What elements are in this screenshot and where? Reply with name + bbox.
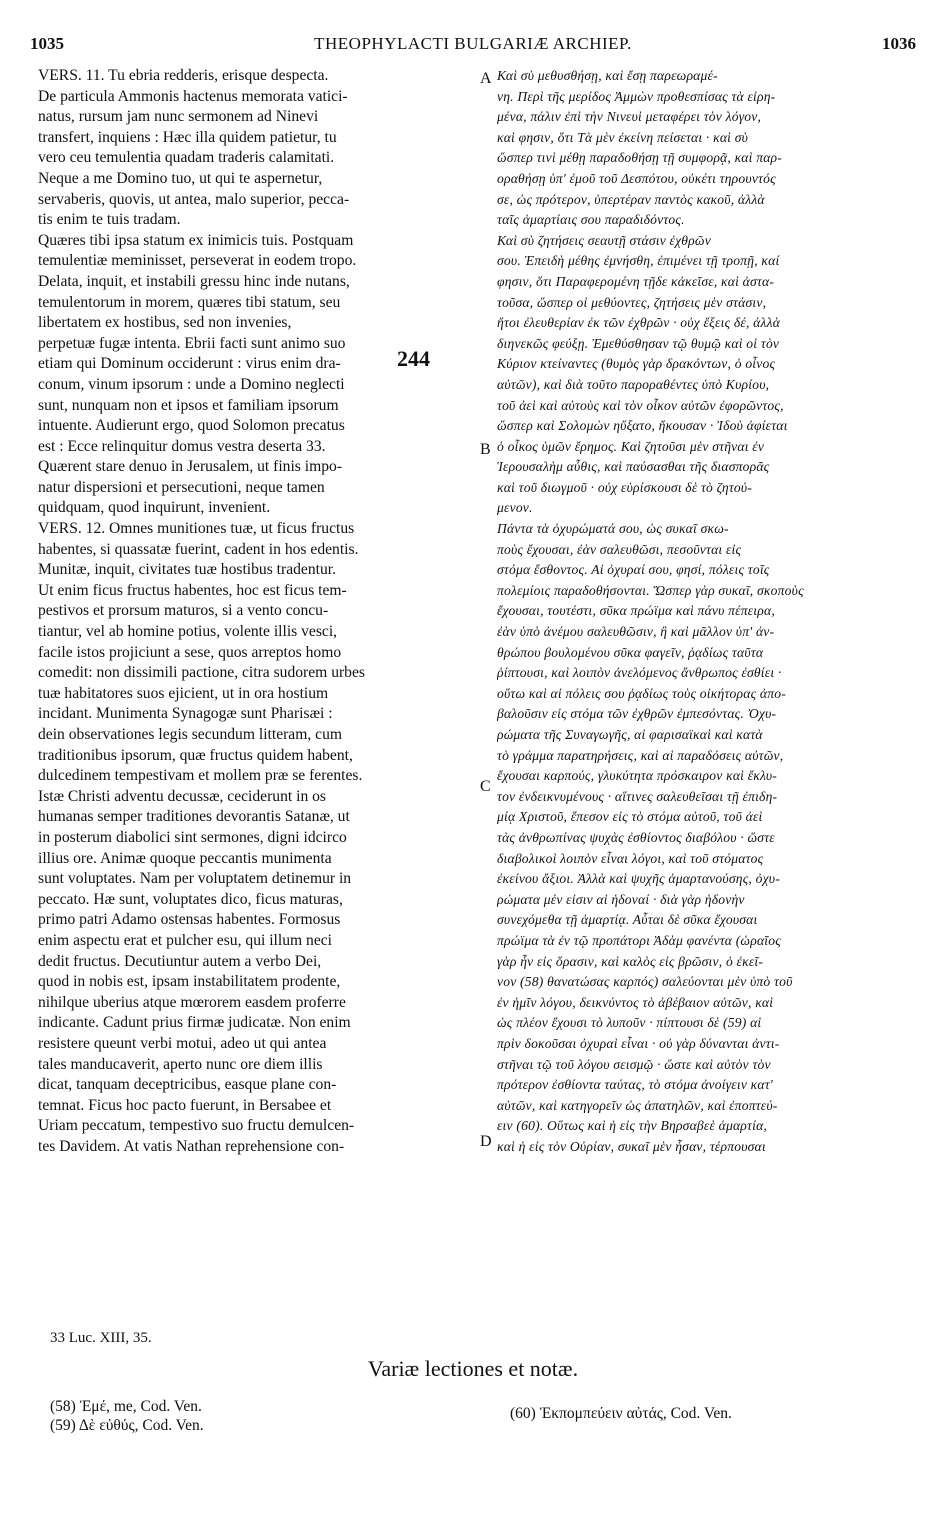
greek-text-line: μενον. [497,500,533,516]
greek-text-line: τοῦσα, ὥσπερ οἱ μεθύοντες, ζητήσεις μὲν στάσιν, [497,294,767,310]
greek-text-line: Καὶ σὺ μεθυσθήσῃ, καὶ ἔσῃ παρεωραμέ- [497,68,718,83]
latin-text-line: conum, vinum ipsorum : unde a Domino neglecti [38,375,345,393]
latin-text-line: facile istos projiciunt a sese, quos arreptos homo [38,643,342,661]
greek-text-line: ειν (60). Οὕτως καὶ ἡ εἰς τὴν Βηρσαβεὲ ἁμαρτία, [497,1118,767,1134]
margin-marker-b: B [480,441,491,458]
latin-text-line: nihilque uberius atque mœrorem easdem proferre [38,993,346,1011]
greek-text-line: Ἱερουσαλὴμ αὖθις, καὶ παύσασθαι τῆς διασπορᾶς [497,459,770,475]
greek-text-line: ὥσπερ καὶ Σολομὼν ηὔξατο, ἤκουσαν · Ἰδοὺ ἀφίεται [497,418,788,434]
greek-text-line: νη. Περὶ τῆς μερίδος Ἀμμὼν προθεσπίσας τὰ εἰρη- [497,88,776,104]
greek-text-line: αὐτῶν), καὶ διὰ τοῦτο παροραθέντες ὑπὸ Κυρίου, [497,376,770,392]
column-number: 244 [397,346,430,371]
latin-text-line: natus, rursum jam nunc sermonem ad Ninevi [38,108,319,126]
latin-text-line: quidquam, quod inquirunt, invenient. [38,499,271,517]
footnote: 33 Luc. XIII, 35. [50,1330,152,1346]
greek-text-line: ἐκείνου ἄξιοι. Ἀλλὰ καὶ ψυχῆς ἁμαρτανούσης, ὀχυ- [497,871,780,887]
latin-text-line: illius ore. Animæ quoque peccantis munimenta [38,849,332,867]
greek-text-line: βαλοῦσιν εἰς στόμα τῶν ἐχθρῶν ἐμπεσόντας. Ὀχυ- [497,706,777,722]
variant-58: (58) Ἐμέ, me, Cod. Ven. [50,1398,202,1415]
latin-text-line: transfert, inquiens : Hæc illa quidem patietur, tu [38,128,337,146]
latin-text-line: enim aspectu erat et pulcher esu, qui illum neci [38,931,333,949]
latin-text-line: Munitæ, inquit, civitates tuæ hostibus tradentur. [38,561,337,579]
latin-text-line: dulcedinem tempestivam et mollem præ se ferentes. [38,767,363,785]
latin-text-line: Uriam peccatum, tempestivo suo fructu demulcen- [38,1117,355,1135]
greek-text-line: αὐτῶν, καὶ κατηγορεῖν ὡς ἀπατηλῶν, καὶ ἐποπτεύ- [497,1097,778,1113]
latin-text-line: incidant. Munimenta Synagogæ sunt Pharisæi : [38,705,333,723]
latin-text-line: servaberis, quovis, ut antea, malo superior, pecca- [38,190,350,208]
latin-text-line: peccato. Hæ sunt, voluptates dico, ficus maturas, [38,890,343,908]
greek-text-line: ὥσπερ τινὶ μέθῃ παραδοθήσῃ τῇ συμφορᾷ, καὶ παρ- [497,150,783,166]
latin-text-line: VERS. 11. Tu ebria redderis, erisque despecta. [38,67,329,84]
latin-text-line: tales manducaverit, aperto nunc ore diem illis [38,1055,323,1073]
latin-text-line: tes Davidem. At vatis Nathan reprehensione con- [38,1137,345,1155]
greek-text-line: Κύριον κτείναντες (θυμὸς γὰρ δρακόντων, ὁ οἶνος [497,356,776,372]
latin-text-line: temulentiæ meminisset, perseverat in eodem tropo. [38,252,357,270]
greek-text-line: ἤτοι ἐλευθερίαν ἐκ τῶν ἐχθρῶν · οὐχ ἕξεις δέ, ἀλλὰ [497,315,781,331]
latin-text-line: intuente. Audierunt ergo, quod Solomon precatus [38,417,345,435]
greek-text-line: ὁ οἶκος ὑμῶν ἔρημος. Καὶ ζητοῦσι μὲν στῆναι ἐν [497,438,765,454]
page-number-left: 1035 [30,34,64,53]
latin-text-line: tis enim te tuis tradam. [38,211,181,229]
latin-text-line: sunt voluptates. Nam per voluptatem detinemur in [38,870,352,888]
latin-text-line: dicat, tanquam deceptricibus, easque plane con- [38,1076,337,1094]
greek-text-line: πρώϊμα τὰ ἐν τῷ προπάτορι Ἀδὰμ φανέντα (ὡραῖος [497,932,781,948]
latin-column [38,66,475,1157]
latin-text-line: indicante. Cadunt prius firmæ judicatæ. Non enim [38,1014,351,1032]
greek-text-line: καὶ ἡ εἰς τὸν Οὐρίαν, συκαῖ μὲν ἦσαν, τέρπουσαι [497,1138,766,1154]
latin-text-line: vero ceu temulentia quadam traderis calamitati. [38,149,335,167]
variant-60: (60) Ἐκπομπεύειν αὐτάς, Cod. Ven. [510,1405,732,1422]
greek-text-line: ποὺς ἔχουσαι, ἐὰν σαλευθῶσι, πεσοῦνται εἰς [497,541,742,557]
greek-text-line: σε, ὡς πρότερον, ὑπερτέραν παντὸς κακοῦ, ἀλλὰ [497,191,765,207]
greek-column [497,66,917,1157]
latin-text-line: VERS. 12. Omnes munitiones tuæ, ut ficus fructus [38,520,355,538]
greek-text-line: καὶ τοῦ διωγμοῦ · οὐχ εὑρίσκουσι δὲ τὸ ζητού- [497,479,753,495]
greek-text-line: πρότερον ἐσθίοντα ταύτας, τὸ στόμα ἀνοίγειν κατ' [497,1077,773,1093]
variae-title: Variæ lectiones et notæ. [367,1356,579,1381]
greek-text-line: τοῦ ἀεὶ καὶ αὐτοὺς καὶ τὸν οἶκον αὐτῶν ἐφορῶντος, [497,397,784,413]
latin-text-line: Istæ Christi adventu decussæ, ceciderunt in os [38,787,327,805]
greek-text-line: μένα, πάλιν ἐπὶ τὴν Νινευὶ μεταφέρει τὸν λόγον, [497,109,762,125]
greek-text-line: ἐν ἡμῖν λόγου, δεικνύντος τὸ ἀβέβαιον αὐτῶν, καὶ [497,994,774,1010]
latin-text-line: Delata, inquit, et instabili gressu hinc inde nutans, [38,272,350,290]
greek-text-line: θρώπου βουλομένου σῦκα φαγεῖν, ῥᾳδίως ταῦτα [497,644,764,660]
latin-text-line: humanas semper traditiones devorantis Satanæ, ut [38,808,350,826]
greek-text-line: συνεχόμεθα τῇ ἁμαρτίᾳ. Αὗται δὲ σῦκα ἔχουσαι [497,912,758,928]
greek-text-line: διηνεκῶς φεύξῃ. Ἐμεθύσθησαν τῷ θυμῷ καὶ οἱ τὸν [497,335,780,351]
greek-text-line: ῥίπτουσι, καὶ λοιπὸν ἀνελόμενος ἄνθρωπος ἐσθίει · [497,665,782,681]
greek-text-line: φησιν, ὅτι Παραφερομένη τῇδε κἀκεῖσε, καὶ ἀστα- [497,273,775,289]
greek-text-line: ταῖς ἁμαρτίαις σου παραδιδόντος. [497,212,685,228]
latin-text-line: traditionibus ipsorum, quæ fructus quidem habent, [38,746,353,764]
latin-text-line: natur dispersioni et persecutioni, neque tamen [38,478,325,496]
greek-text-line: ὡς πλέον ἔχουσι τὸ λυποῦν · πίπτουσι δὲ (59) αἱ [497,1015,762,1031]
greek-text-line: νον (58) θανατώσας καρπός) σαλεύονται μὲν ὑπὸ τοῦ [497,974,793,990]
margin-marker-c: C [480,778,491,795]
latin-text-line: Quærent stare denuo in Jerusalem, ut finis impo- [38,458,343,476]
greek-text-line: ρώματα τῆς Συναγωγῆς, αἱ φαρισαϊκαὶ καὶ κατὰ [497,727,763,742]
latin-text-line: libertatem ex hostibus, sed non invenies, [38,314,292,332]
greek-text-line: στῆναι τῷ τοῦ λόγου σεισμῷ · ὥστε καὶ αὐτὸν τὸν [497,1056,771,1072]
latin-text-line: sunt, nunquam non et ipsos et familiam ipsorum [38,396,339,414]
variant-59: (59) Δὲ εὐθύς, Cod. Ven. [50,1417,204,1434]
greek-text-line: πρὶν δοκοῦσαι ὀχυραὶ εἶναι · οὐ γὰρ δύνανται ἀντι- [497,1035,780,1051]
greek-text-line: ἐὰν ὑπὸ ἀνέμου σαλευθῶσιν, ἢ καὶ μᾶλλον ὑπ' ἀν- [497,624,775,640]
latin-text-line: tiantur, vel ab homine potius, volente illis vesci, [38,623,338,641]
latin-text-line: est : Ecce relinquitur domus vestra deserta 33. [38,437,326,455]
latin-text-line: dedit fructus. Decutiuntur autem a verbo Dei, [38,952,322,970]
latin-text-line: temnat. Ficus hoc pacto fuerunt, in Bersabee et [38,1096,332,1114]
latin-text-line: dein observationes legis secundum litteram, cum [38,726,343,743]
greek-text-line: τὰς ἀνθρωπίνας ψυχὰς ἐσθίοντος διαβόλου · ὥστε [497,829,775,845]
latin-text-line: primo patri Adamo ostensas habentes. Formosus [38,911,341,929]
latin-text-line: tuæ habitatores suos ejicient, ut in ora hostium [38,684,329,702]
greek-text-line: οὕτω καὶ αἱ πόλεις σου ῥᾳδίως τοὺς οἰκήτορας ἀπο- [497,685,786,701]
latin-text-line: comedit: non dissimili pactione, citra sudorem urbes [38,664,365,682]
latin-text-line: resistere queunt verbi motui, adeo ut qui antea [38,1034,327,1052]
latin-text-line: pestivos et prorsum maturos, si a vento concu- [38,602,329,620]
latin-text-line: Neque a me Domino tuo, ut qui te aspernetur, [38,169,323,187]
margin-marker-a: A [480,70,492,87]
latin-text-line: quod in nobis est, ipsam instabilitatem prodente, [38,973,341,991]
greek-text-line: μίᾳ Χριστοῦ, ἔπεσον εἰς τὸ στόμα αὐτοῦ, τοῦ ἀεὶ [497,809,763,825]
greek-text-line: διαβολικοὶ λοιπὸν εἶναι λόγοι, καὶ τοῦ στόματος [497,850,764,866]
greek-text-line: ἔχουσαι καρπούς, γλυκύτητα πρόσκαιρον καὶ ἔκλυ- [497,768,778,784]
greek-text-line: σου. Ἐπειδὴ μέθης ἐμνήσθη, ἐπιμένει τῇ τροπῇ, καί [497,253,780,269]
latin-text-line: De particula Ammonis hactenus memorata vatici- [38,87,348,105]
running-title: THEOPHYLACTI BULGARIÆ ARCHIEP. [314,34,632,53]
page-header [30,34,916,58]
latin-text-line: Quæres tibi ipsa statum ex inimicis tuis. Postquam [38,231,354,249]
greek-text-line: ρώματα μέν εἰσιν αἱ ἡδοναί · διὰ γὰρ ἡδονὴν [497,891,745,907]
page-number-right: 1036 [882,34,916,53]
margin-marker-d: D [480,1133,492,1150]
greek-text-line: στόμα ἔσθοντος. Αἱ ὀχυραί σου, φησί, πόλεις τοῖς [497,562,770,578]
greek-text-line: γὰρ ἦν εἰς ὅρασιν, καὶ καλὸς εἰς βρῶσιν, ὁ ἐκεῖ- [497,953,764,969]
latin-text-line: habentes, si quassatæ fuerint, cadent in hos edentis. [38,540,359,558]
latin-text-line: perpetuæ fugæ intenta. Ebrii facti sunt animo suo [38,334,346,352]
greek-text-line: Πάντα τὰ ὀχυρώματά σου, ὡς συκαῖ σκω- [497,521,729,537]
greek-text-line: πολεμίοις παραδοθήσονται. Ὥσπερ γὰρ συκαῖ, σκοποὺς [497,582,804,598]
greek-text-line: τὸ γράμμα παρατηρήσεις, καὶ αἱ παραδόσεις αὐτῶν, [497,747,784,763]
greek-text-line: Καὶ σὺ ζητήσεις σεαυτῇ στάσιν ἐχθρῶν [497,232,711,248]
latin-text-line: temulentorum in morem, quæres tibi statum, seu [38,293,341,311]
greek-text-line: οραθήσῃ ὑπ' ἐμοῦ τοῦ Δεσπότου, οὐκέτι τηρουντός [497,170,776,186]
greek-text-line: τον ἐνδεικνυμένους · αἵτινες σαλευθεῖσαι τῇ ἐπιδη- [497,788,778,804]
latin-text-line: in posterum diabolici sint sermones, digni idcirco [38,828,347,846]
greek-text-line: καὶ φησιν, ὅτι Τὰ μὲν ἐκείνη πείσεται · καὶ σὺ [497,129,749,145]
latin-text-line: etiam qui Dominum occiderunt : virus enim dra- [38,355,341,373]
latin-text-line: Ut enim ficus fructus habentes, hoc est ficus tem- [38,581,347,599]
greek-text-line: ἔχουσαι, τουτέστι, σῦκα πρώϊμα καὶ πάνυ πέπειρα, [497,603,775,619]
